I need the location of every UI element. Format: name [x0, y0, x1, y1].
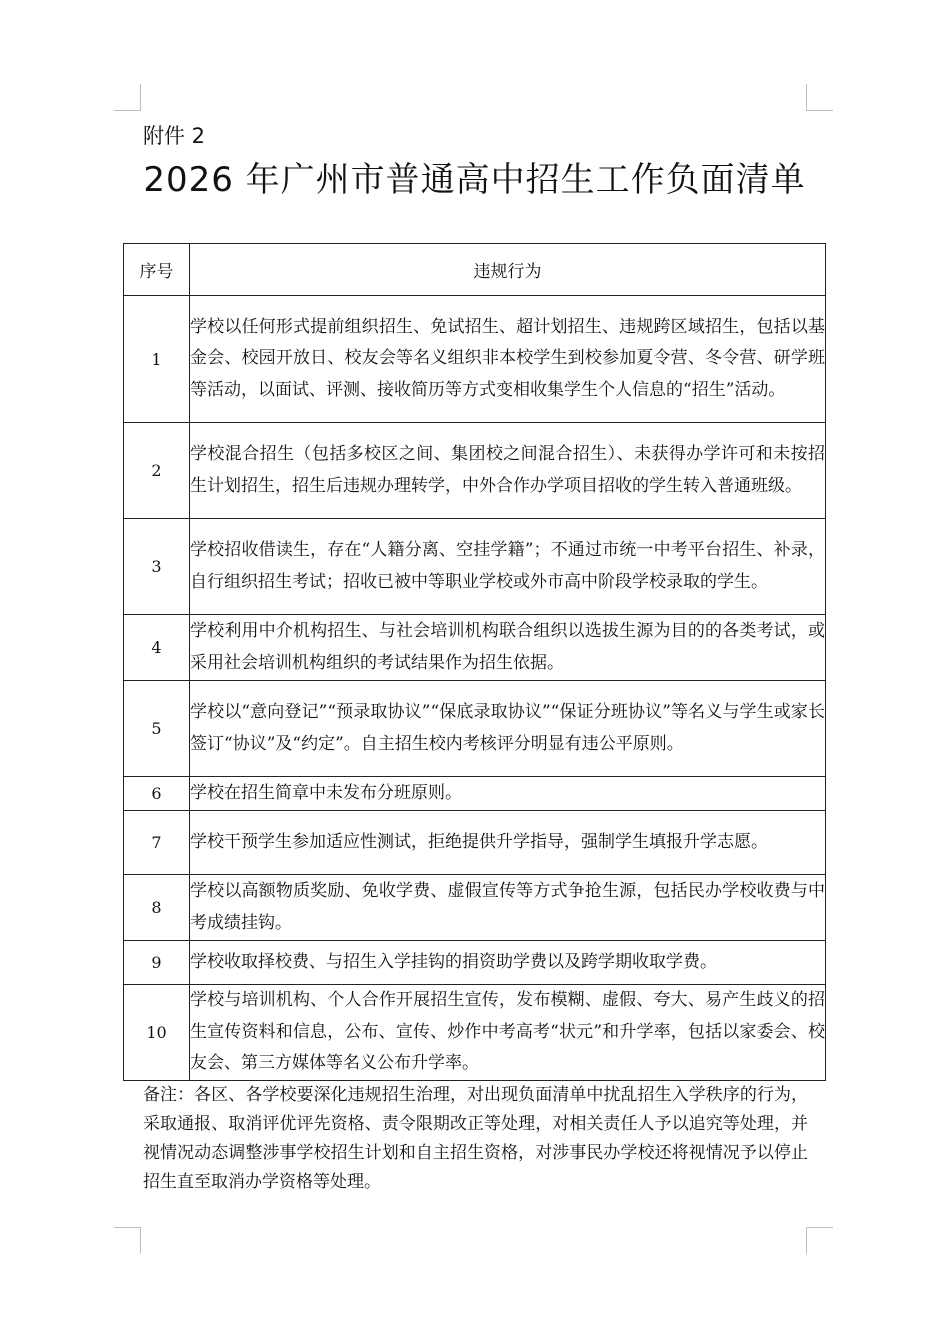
table-row	[124, 811, 826, 875]
crop-mark-bottom-left	[114, 1227, 141, 1254]
row-number: 3	[124, 519, 190, 615]
row-violation-text: 学校以任何形式提前组织招生、免试招生、超计划招生、违规跨区域招生，包括以基金会、校园开放日、校友会等名义组织非本校学生到校参加夏令营、冬令营、研学班等活动，以面试、评测、接收简历等方式变相收集学生个人信息的“招生”活动。	[190, 296, 826, 423]
table-row	[124, 296, 826, 423]
crop-mark-top-right	[806, 84, 833, 111]
table-row	[124, 985, 826, 1081]
row-violation-text: 学校与培训机构、个人合作开展招生宣传，发布模糊、虚假、夸大、易产生歧义的招生宣传资料和信息，公布、宣传、炒作中考高考“状元”和升学率，包括以家委会、校友会、第三方媒体等名义公布升学率。	[190, 985, 826, 1081]
table-row	[124, 423, 826, 519]
row-number: 6	[124, 777, 190, 811]
row-number: 5	[124, 681, 190, 777]
row-violation-text: 学校以高额物质奖励、免收学费、虚假宣传等方式争抢生源，包括民办学校收费与中考成绩挂钩。	[190, 875, 826, 941]
row-number: 7	[124, 811, 190, 875]
row-number: 10	[124, 985, 190, 1081]
row-violation-text: 学校干预学生参加适应性测试，拒绝提供升学指导，强制学生填报升学志愿。	[190, 811, 826, 875]
table-row	[124, 875, 826, 941]
table-row	[124, 941, 826, 985]
row-violation-text: 学校收取择校费、与招生入学挂钩的捐资助学费以及跨学期收取学费。	[190, 941, 826, 985]
crop-mark-bottom-right	[806, 1227, 833, 1254]
table-row	[124, 777, 826, 811]
row-number: 8	[124, 875, 190, 941]
table-row	[124, 615, 826, 681]
row-number: 2	[124, 423, 190, 519]
row-violation-text: 学校利用中介机构招生、与社会培训机构联合组织以选拔生源为目的的各类考试，或采用社会培训机构组织的考试结果作为招生依据。	[190, 615, 826, 681]
crop-mark-top-left	[114, 84, 141, 111]
footnote-remark: 备注：各区、各学校要深化违规招生治理，对出现负面清单中扰乱招生入学秩序的行为，采取通报、取消评优评先资格、责令限期改正等处理，对相关责任人予以追究等处理，并视情况动态调整涉事学校招生计划和自主招生资格，对涉事民办学校还将视情况予以停止招生直至取消办学资格等处理。	[143, 1085, 808, 1192]
column-header-number: 序号	[124, 244, 190, 296]
negative-list-table	[123, 243, 826, 1081]
row-number: 4	[124, 615, 190, 681]
row-violation-text: 学校招收借读生，存在“人籍分离、空挂学籍”；不通过市统一中考平台招生、补录，自行组织招生考试；招收已被中等职业学校或外市高中阶段学校录取的学生。	[190, 519, 826, 615]
column-header-violation: 违规行为	[190, 244, 826, 296]
table-row	[124, 519, 826, 615]
row-number: 1	[124, 296, 190, 423]
document-title: 2026 年广州市普通高中招生工作负面清单	[143, 160, 806, 200]
table-row	[124, 681, 826, 777]
attachment-label: 附件 2	[143, 124, 206, 148]
row-violation-text: 学校混合招生（包括多校区之间、集团校之间混合招生）、未获得办学许可和未按招生计划招生，招生后违规办理转学，中外合作办学项目招收的学生转入普通班级。	[190, 423, 826, 519]
row-violation-text: 学校在招生简章中未发布分班原则。	[190, 777, 826, 811]
table-header-row	[124, 244, 826, 296]
row-number: 9	[124, 941, 190, 985]
row-violation-text: 学校以“意向登记”“预录取协议”“保底录取协议”“保证分班协议”等名义与学生或家长签订“协议”及“约定”。自主招生校内考核评分明显有违公平原则。	[190, 681, 826, 777]
